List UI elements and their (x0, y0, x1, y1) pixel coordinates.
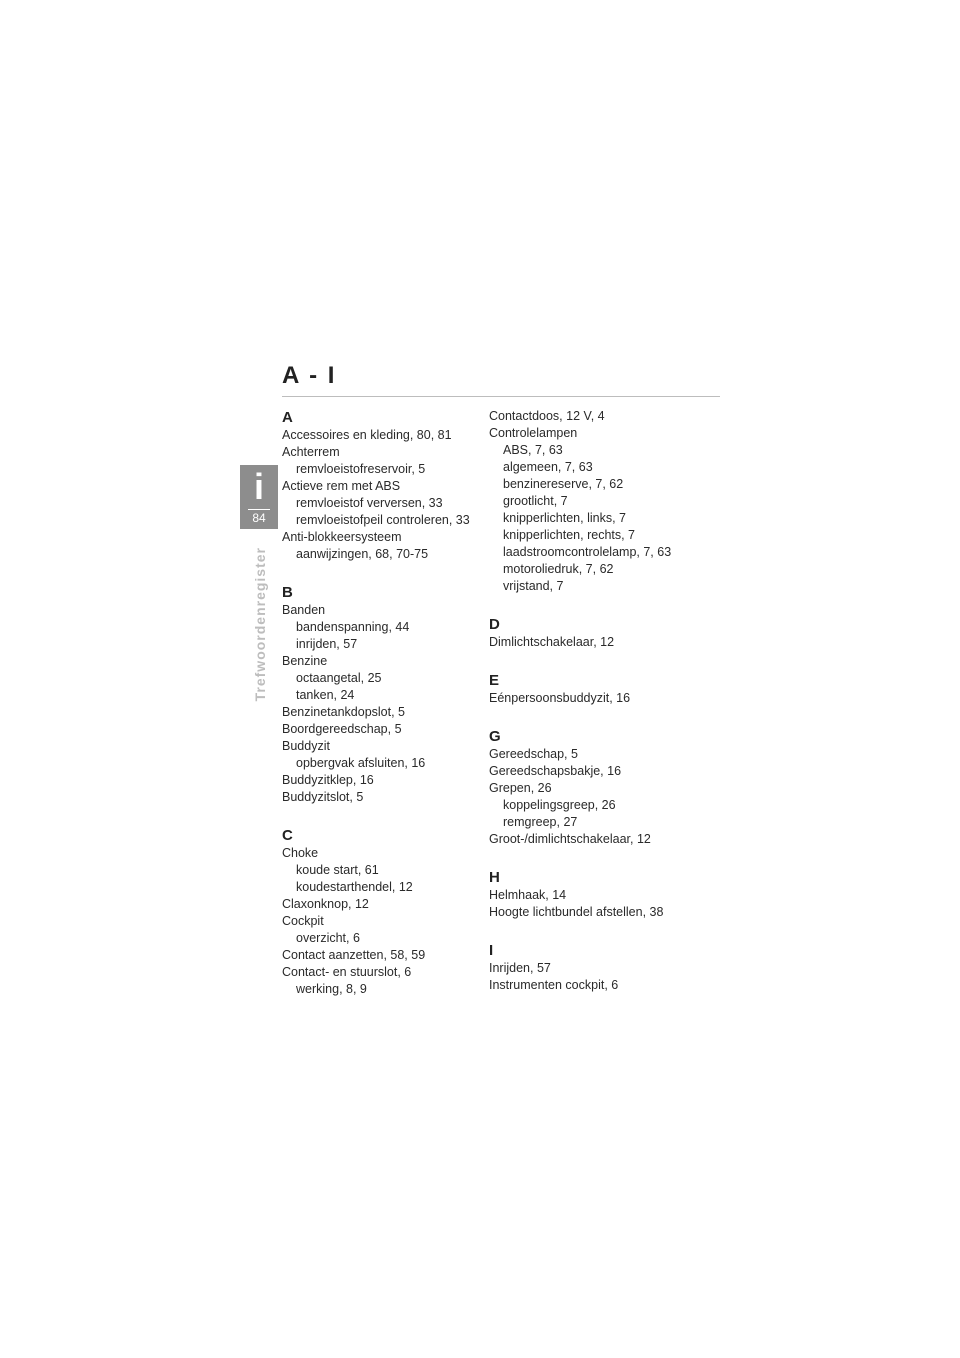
index-section (489, 941, 689, 994)
title-divider (282, 396, 720, 397)
index-entry: Contact- en stuurslot, 6 (282, 965, 412, 979)
index-entry: Contact aanzetten, 58, 59 (282, 948, 426, 962)
index-entry: Benzine (282, 654, 328, 668)
index-subentry: motoroliedruk, 7, 62 (503, 562, 614, 576)
index-subentry: remvloeistofreservoir, 5 (296, 462, 426, 476)
index-entry: Inrijden, 57 (489, 961, 551, 975)
page-title: A - I (282, 362, 337, 389)
index-section (282, 826, 482, 998)
section-letter: D (489, 616, 500, 633)
section-letter: A (282, 409, 293, 426)
index-entry: Instrumenten cockpit, 6 (489, 978, 619, 992)
index-entry: Buddyzitslot, 5 (282, 790, 364, 804)
index-entry: Hoogte lichtbundel afstellen, 38 (489, 905, 664, 919)
index-subentry: opbergvak afsluiten, 16 (296, 756, 426, 770)
index-entry: Gereedschapsbakje, 16 (489, 764, 622, 778)
index-subentry: overzicht, 6 (296, 931, 360, 945)
index-entry: Buddyzit (282, 739, 330, 753)
index-entry: Cockpit (282, 914, 324, 928)
index-subentry: koude start, 61 (296, 863, 379, 877)
section-letter: E (489, 672, 500, 689)
index-entry: Boordgereedschap, 5 (282, 722, 402, 736)
index-entry: Dimlichtschakelaar, 12 (489, 635, 615, 649)
index-entry: Helmhaak, 14 (489, 888, 567, 902)
index-subentry: remgreep, 27 (503, 815, 578, 829)
index-entry: Gereedschap, 5 (489, 747, 578, 761)
index-entry: Groot-/dimlichtschakelaar, 12 (489, 832, 651, 846)
index-section (282, 583, 482, 806)
index-section (282, 408, 482, 563)
index-section (489, 671, 689, 707)
index-entry: Buddyzitklep, 16 (282, 773, 374, 787)
index-subentry: werking, 8, 9 (296, 982, 367, 996)
index-subentry: aanwijzingen, 68, 70-75 (296, 547, 429, 561)
index-entry: Banden (282, 603, 326, 617)
index-column-left (282, 408, 482, 1018)
index-entry: Claxonknop, 12 (282, 897, 369, 911)
index-entry: Controlelampen (489, 426, 578, 440)
section-letter: C (282, 827, 293, 844)
index-section (489, 615, 689, 651)
index-subentry: bandenspanning, 44 (296, 620, 410, 634)
index-subentry: laadstroomcontrolelamp, 7, 63 (503, 545, 672, 559)
index-subentry: benzinereserve, 7, 62 (503, 477, 624, 491)
index-subentry: tanken, 24 (296, 688, 355, 702)
index-subentry: algemeen, 7, 63 (503, 460, 593, 474)
index-entry: Grepen, 26 (489, 781, 552, 795)
section-letter: B (282, 584, 293, 601)
index-subentry: koudestarthendel, 12 (296, 880, 413, 894)
index-entry: Contactdoos, 12 V, 4 (489, 409, 605, 423)
index-entry: Accessoires en kleding, 80, 81 (282, 428, 452, 442)
index-entry: Choke (282, 846, 319, 860)
section-letter: H (489, 869, 500, 886)
page-number: 84 (252, 511, 266, 525)
chapter-tab-letter: i (253, 466, 264, 507)
index-subentry: octaangetal, 25 (296, 671, 382, 685)
section-letter: I (489, 942, 494, 959)
index-subentry: ABS, 7, 63 (503, 443, 563, 457)
index-subentry: koppelingsgreep, 26 (503, 798, 616, 812)
index-section (489, 727, 689, 848)
index-subentry: grootlicht, 7 (503, 494, 568, 508)
index-entry: Achterrem (282, 445, 340, 459)
index-section (489, 408, 689, 595)
section-letter: G (489, 728, 501, 745)
index-section (489, 868, 689, 921)
index-subentry: knipperlichten, links, 7 (503, 511, 626, 525)
index-subentry: inrijden, 57 (296, 637, 358, 651)
index-column-right (489, 408, 689, 1014)
index-subentry: vrijstand, 7 (503, 579, 564, 593)
index-subentry: remvloeistof verversen, 33 (296, 496, 443, 510)
index-entry: Eénpersoonsbuddyzit, 16 (489, 691, 631, 705)
index-entry: Benzinetankdopslot, 5 (282, 705, 406, 719)
chapter-tab (240, 465, 278, 529)
chapter-side-label: Trefwoordenregister (252, 547, 268, 702)
index-subentry: knipperlichten, rechts, 7 (503, 528, 636, 542)
index-entry: Actieve rem met ABS (282, 479, 401, 493)
index-subentry: remvloeistofpeil controleren, 33 (296, 513, 470, 527)
index-entry: Anti-blokkeersysteem (282, 530, 402, 544)
